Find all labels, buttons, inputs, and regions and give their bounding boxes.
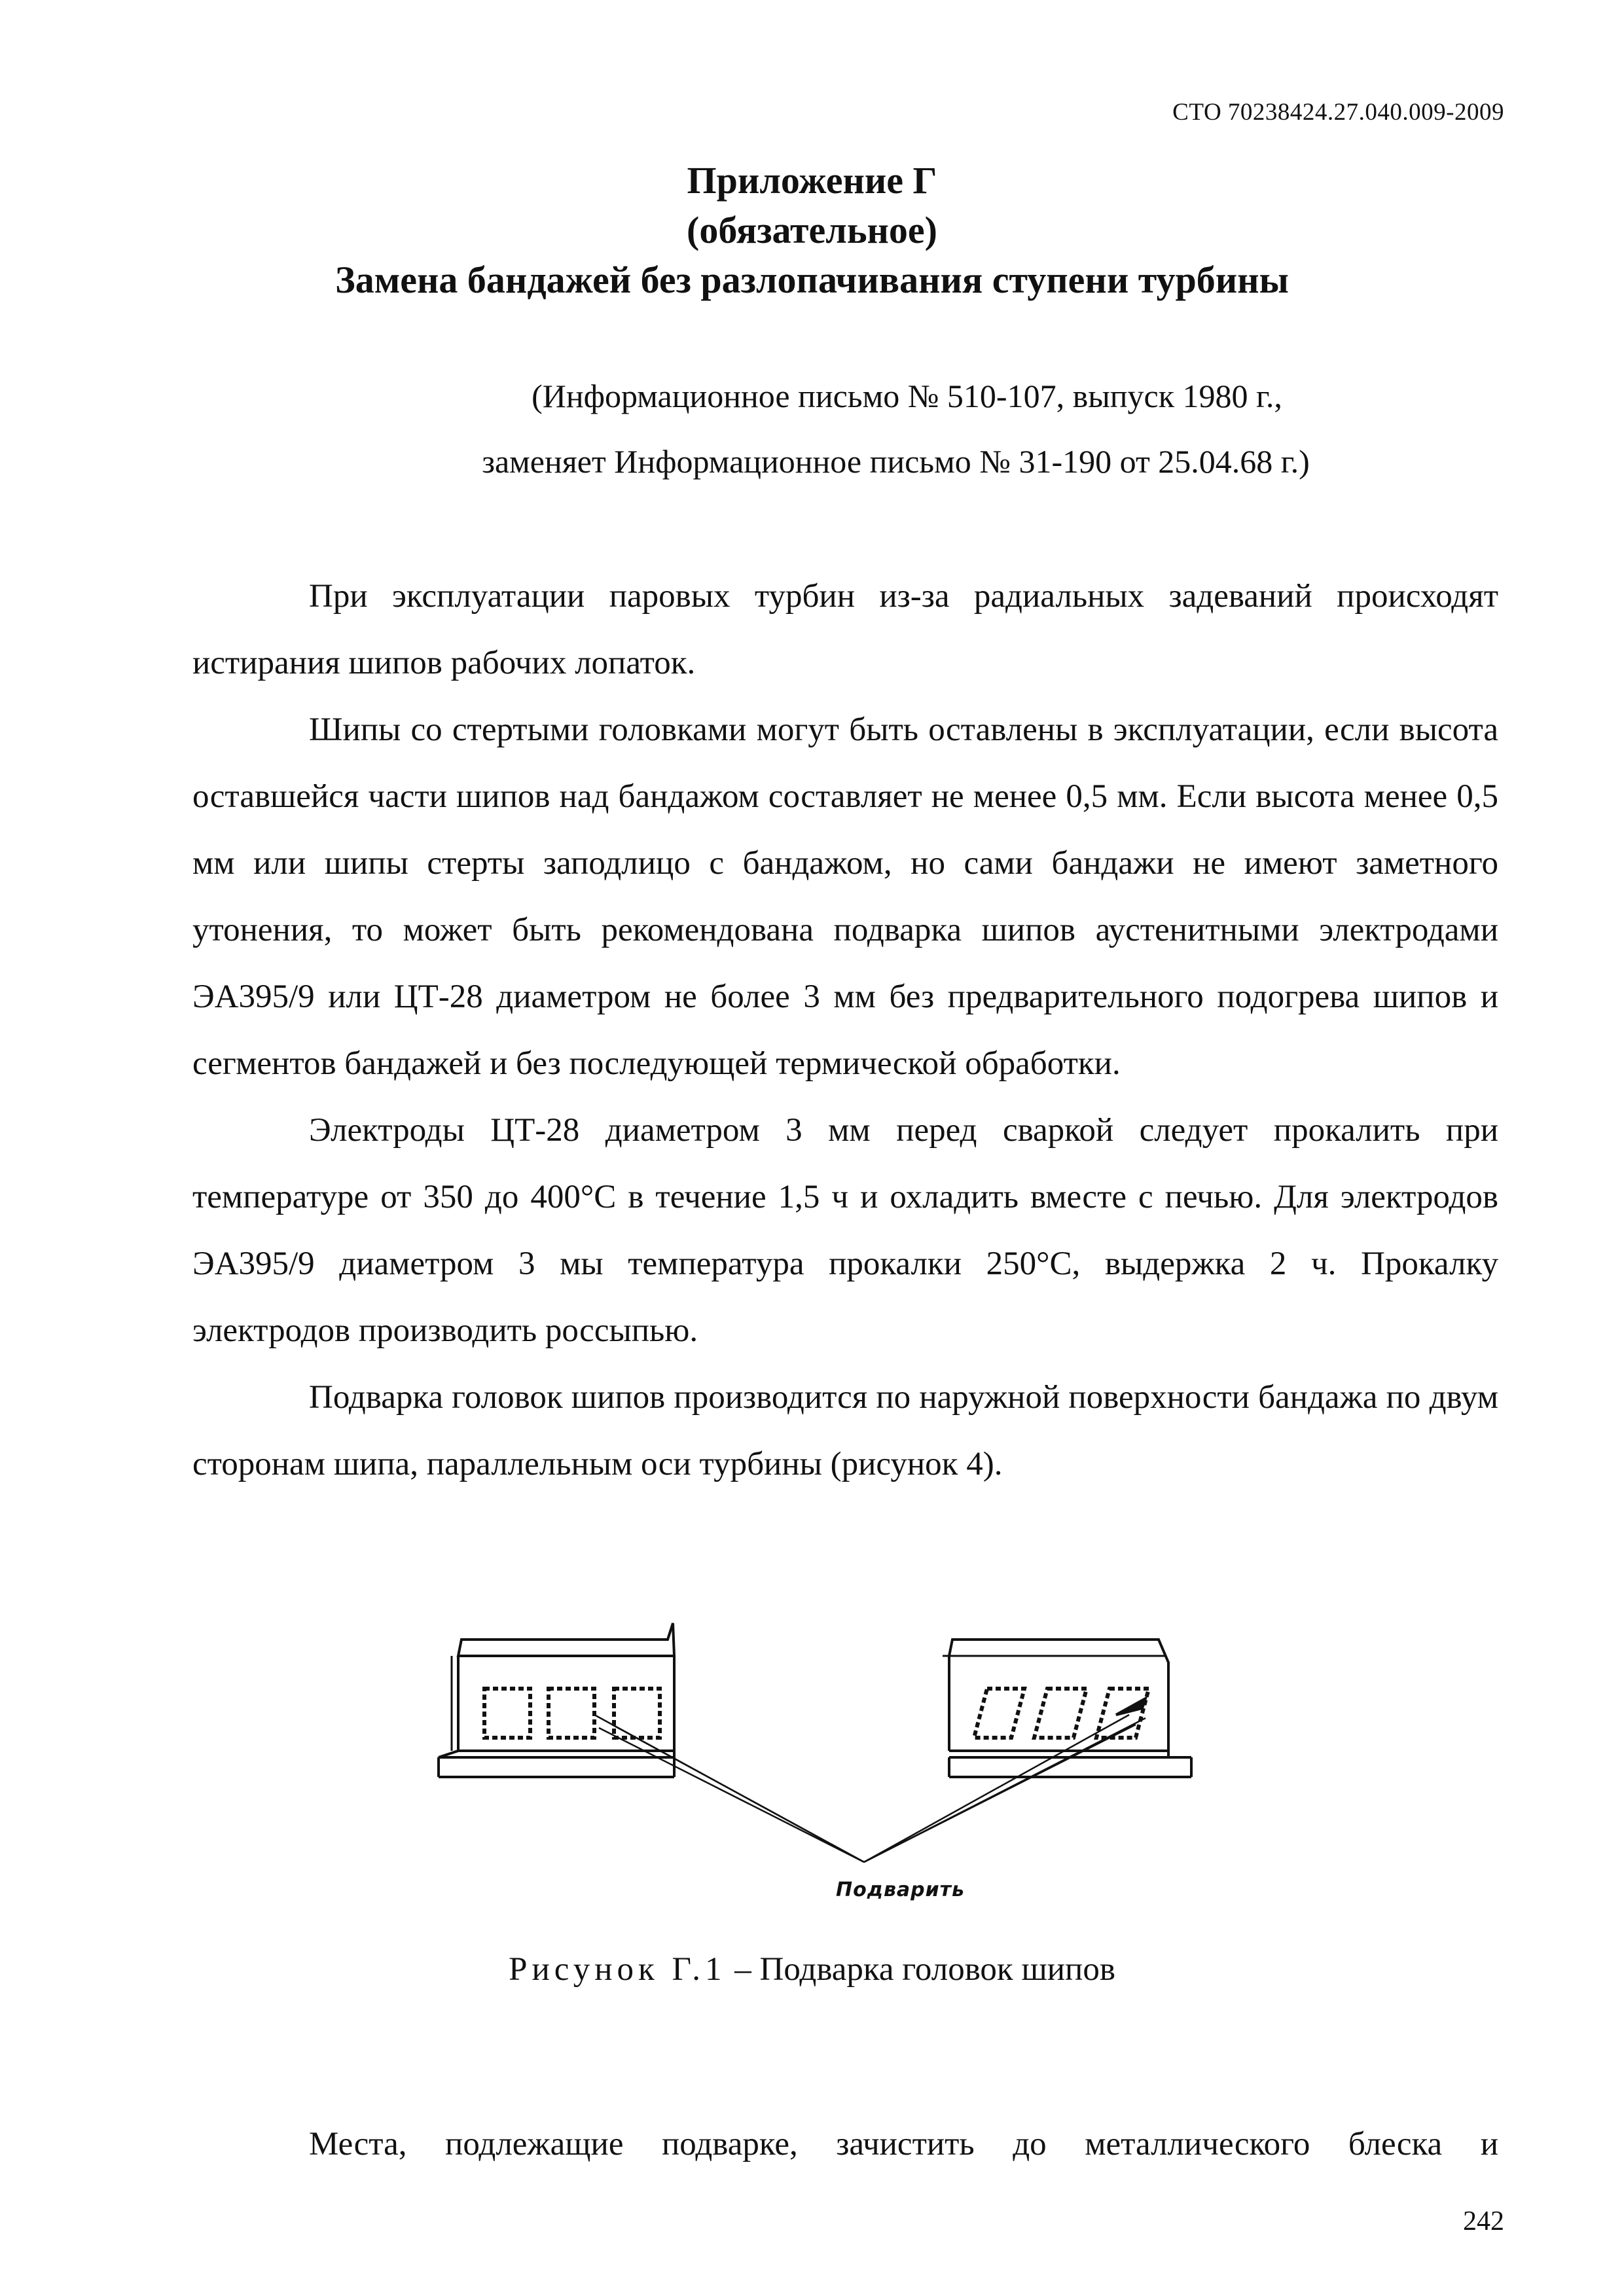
paragraph: Подварка головок шипов производится по наружной поверхности бандажа по двум сторонам шипа, параллельным оси турбины (рисунок 4).: [192, 1379, 1498, 1482]
appendix-label: Приложение Г: [687, 159, 937, 202]
body-text: [192, 563, 1498, 1498]
shroud-segment-left: [439, 1623, 674, 1777]
paragraph: Электроды ЦТ-28 диаметром 3 мм перед сваркой следует прокалить при температуре от 350 до 400°С в течение 1,5 ч и охладить вместе с печью. Для электродов ЭА395/9 диаметром 3 мы температура прокалки 250°С, выдержка 2 ч. Прокалку электродов производить россыпью.: [192, 1112, 1498, 1349]
caption-text: – Подварка головок шипов: [726, 1951, 1115, 1988]
page-number: 242: [1463, 2206, 1504, 2236]
source-line-1: (Информационное письмо № 510-107, выпуск 1980 г.,: [532, 378, 1282, 414]
caption-prefix: Рисунок Г.1: [509, 1951, 727, 1988]
appendix-status: (обязательное): [687, 209, 937, 251]
leader-lines: [594, 1715, 1146, 1862]
paragraph: При эксплуатации паровых турбин из-за радиальных задеваний происходят истирания шипов рабочих лопаток.: [192, 578, 1498, 681]
shroud-segment-right: [943, 1640, 1191, 1777]
appendix-title: Замена бандажей без разлопачивания ступени турбины: [335, 259, 1289, 301]
body-text-continued: [192, 2111, 1498, 2178]
document-code: СТО 70238424.27.040.009-2009: [1172, 99, 1504, 126]
appendix-heading: [0, 156, 1624, 305]
paragraph: Места, подлежащие подварке, зачистить до металлического блеска и: [309, 2126, 1498, 2162]
figure-label: Подварить: [836, 1878, 965, 1901]
source-line-2: заменяет Информационное письмо № 31-190 от 25.04.68 г.): [482, 443, 1310, 480]
paragraph: Шипы со стертыми головками могут быть оставлены в эксплуатации, если высота оставшейся части шипов над бандажом составляет не менее 0,5 мм. Если высота менее 0,5 мм или шипы стерты заподлицо с бандажом, но сами бандажи не имеют заметного утонения, то может быть рекомендована подварка шипов аустенитными электродами ЭА395/9 или ЦТ-28 диаметром не более 3 мм без предварительного подогрева шипов и сегментов бандажей и без последующей термической обработки.: [192, 711, 1498, 1082]
figure-caption: [0, 1950, 1624, 1988]
source-reference: [0, 363, 1624, 494]
